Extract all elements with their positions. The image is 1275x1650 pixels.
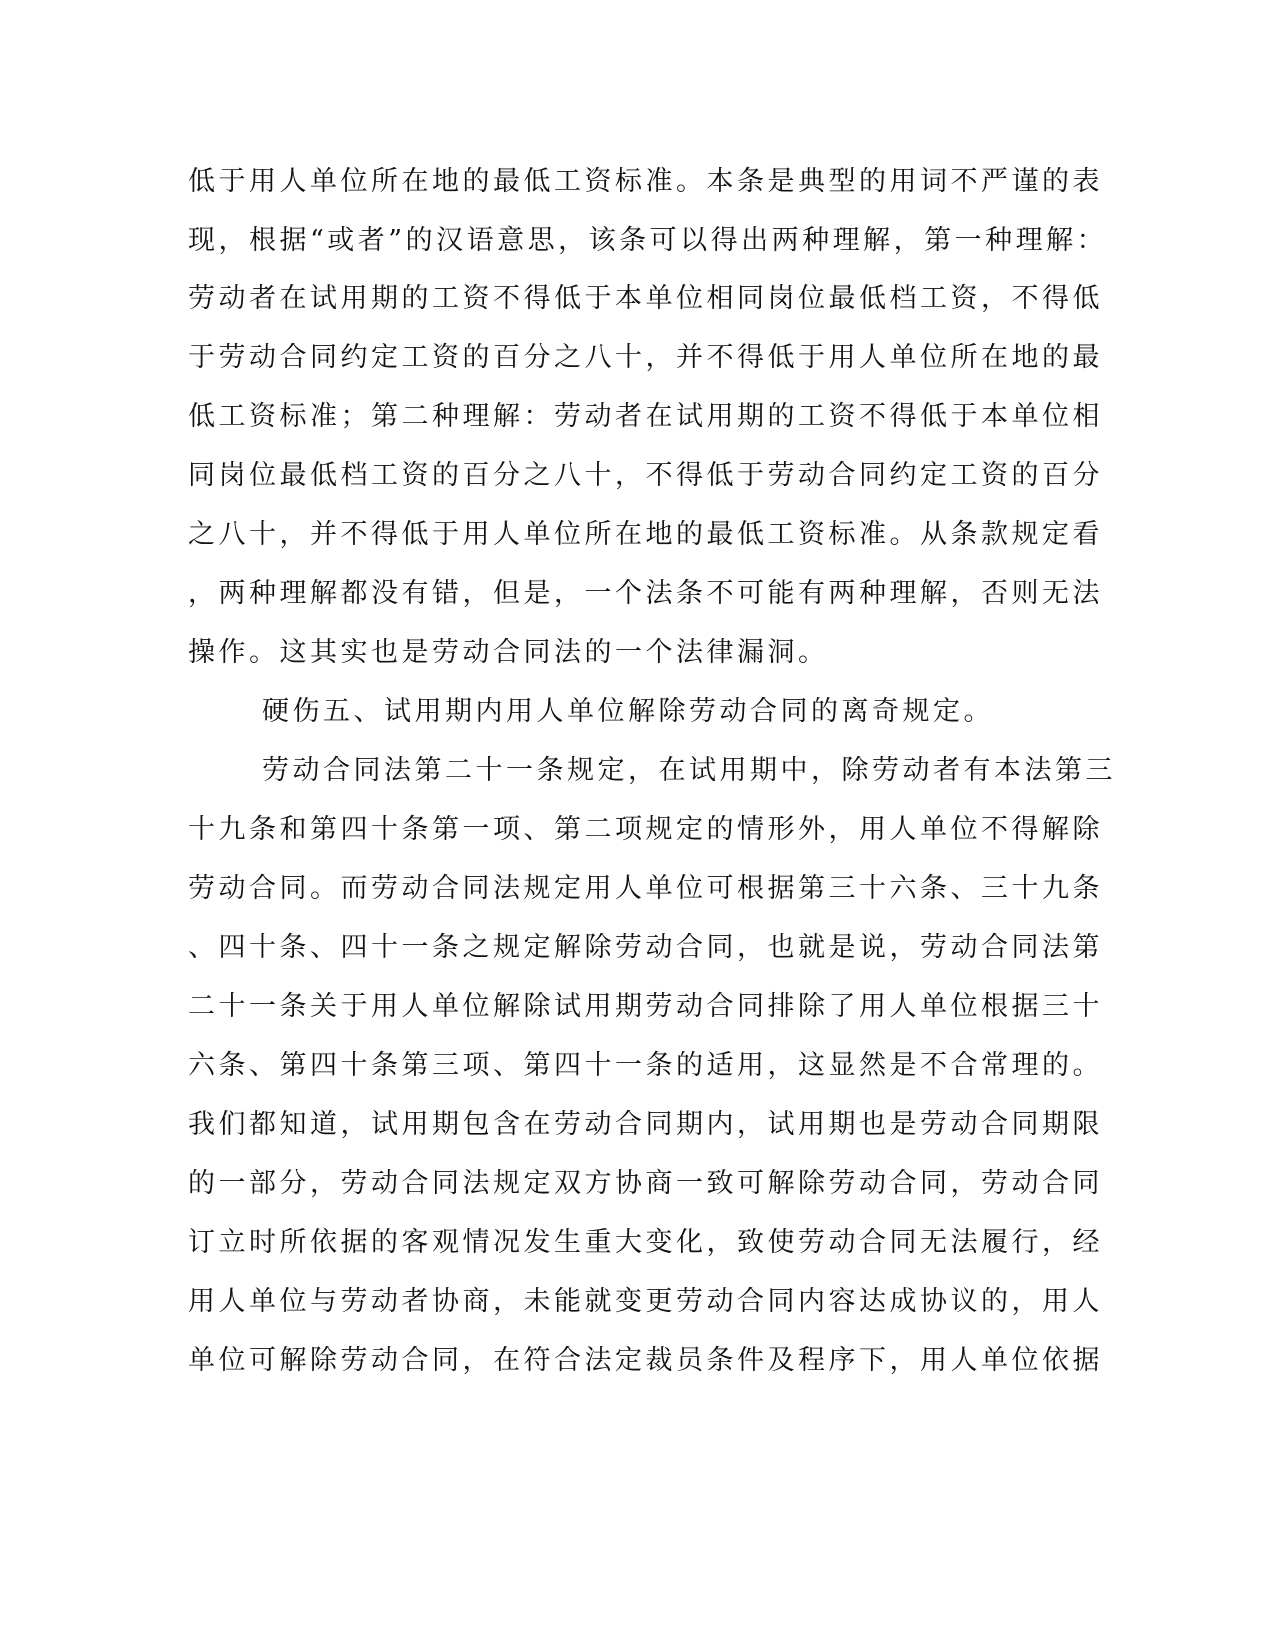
body-text-line: 劳动合同。而劳动合同法规定用人单位可根据第三十六条、三十九条 xyxy=(188,873,1103,904)
body-text-line: 二十一条关于用人单位解除试用期劳动合同排除了用人单位根据三十 xyxy=(188,991,1103,1022)
paragraph-first-line: 劳动合同法第二十一条规定，在试用期中，除劳动者有本法第三 xyxy=(262,755,1116,786)
body-text-line: 之八十，并不得低于用人单位所在地的最低工资标准。从条款规定看 xyxy=(188,519,1103,550)
body-text-line: 十九条和第四十条第一项、第二项规定的情形外，用人单位不得解除 xyxy=(188,814,1103,845)
body-text-line: 、四十条、四十一条之规定解除劳动合同，也就是说，劳动合同法第 xyxy=(188,932,1103,963)
section-heading: 硬伤五、试用期内用人单位解除劳动合同的离奇规定。 xyxy=(262,696,994,727)
body-text-line: 单位可解除劳动合同，在符合法定裁员条件及程序下，用人单位依据 xyxy=(188,1345,1103,1376)
body-text-line: ，两种理解都没有错，但是，一个法条不可能有两种理解，否则无法 xyxy=(188,578,1103,609)
body-text-line: 我们都知道，试用期包含在劳动合同期内，试用期也是劳动合同期限 xyxy=(188,1109,1103,1140)
body-text-line: 现，根据“或者”的汉语意思，该条可以得出两种理解，第一种理解： xyxy=(188,225,1108,256)
body-text-line: 于劳动合同约定工资的百分之八十，并不得低于用人单位所在地的最 xyxy=(188,342,1103,373)
body-text-line: 劳动者在试用期的工资不得低于本单位相同岗位最低档工资，不得低 xyxy=(188,283,1103,314)
body-text-line: 操作。这其实也是劳动合同法的一个法律漏洞。 xyxy=(188,637,829,668)
body-text-line: 低于用人单位所在地的最低工资标准。本条是典型的用词不严谨的表 xyxy=(188,166,1103,197)
body-text-line: 用人单位与劳动者协商，未能就变更劳动合同内容达成协议的，用人 xyxy=(188,1286,1103,1317)
body-text-line: 的一部分，劳动合同法规定双方协商一致可解除劳动合同，劳动合同 xyxy=(188,1168,1103,1199)
body-text-line: 订立时所依据的客观情况发生重大变化，致使劳动合同无法履行，经 xyxy=(188,1227,1103,1258)
body-text-line: 低工资标准；第二种理解：劳动者在试用期的工资不得低于本单位相 xyxy=(188,401,1103,432)
body-text-line: 同岗位最低档工资的百分之八十，不得低于劳动合同约定工资的百分 xyxy=(188,460,1103,491)
body-text-line: 六条、第四十条第三项、第四十一条的适用，这显然是不合常理的。 xyxy=(188,1050,1103,1081)
